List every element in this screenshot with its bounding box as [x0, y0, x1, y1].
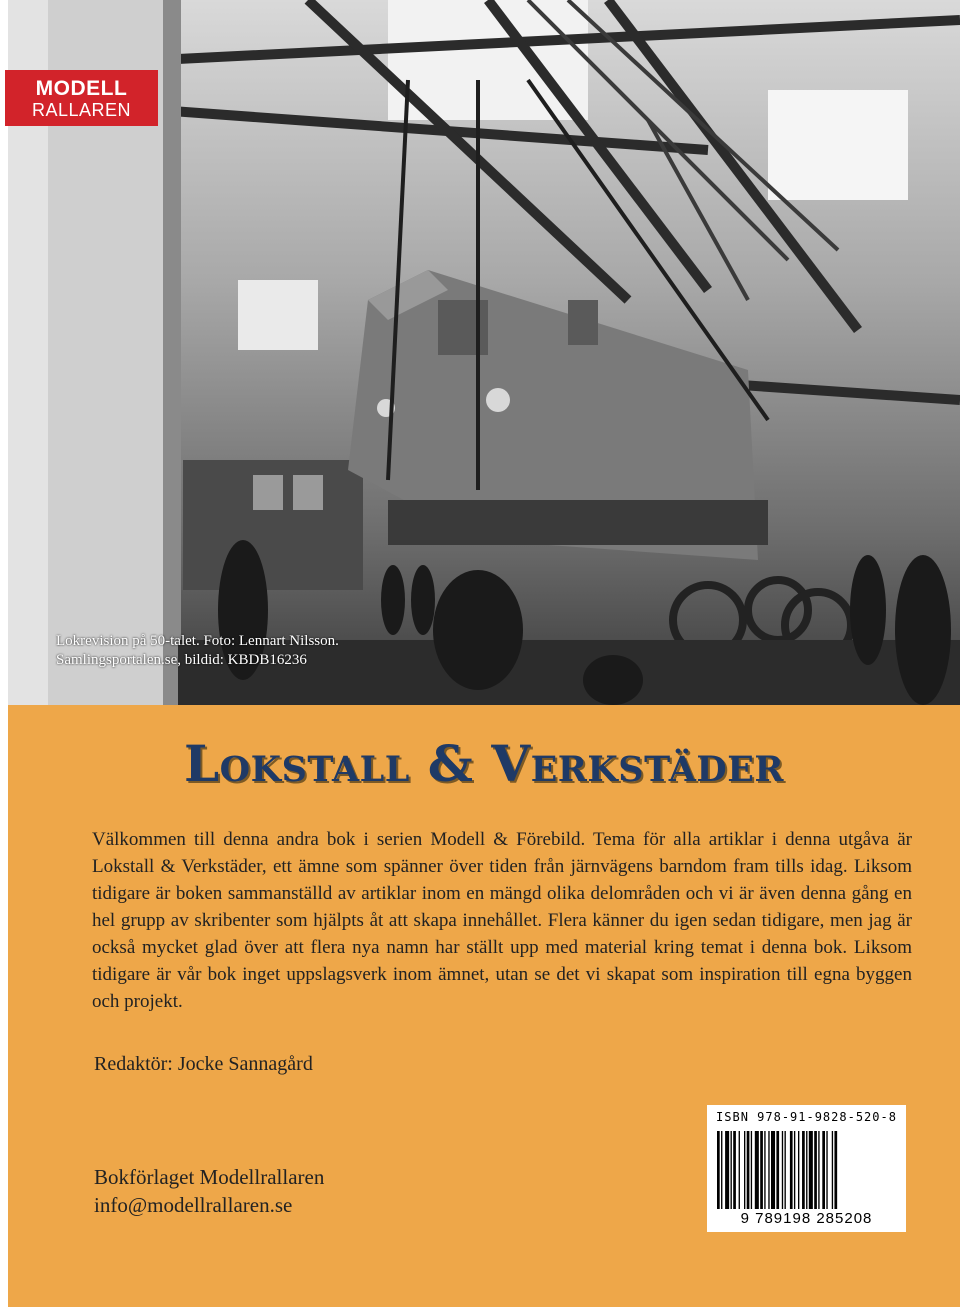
- logo-line-2: RALLAREN: [31, 99, 132, 120]
- logo-line-1: MODELL: [35, 76, 128, 100]
- book-description: Välkommen till denna andra bok i serien Modell & Förebild. Tema för alla artiklar i denna utgåva är Lokstall & Verkstäder, ett ämne som spänner över tiden från järnvägens barndom fram tills idag. Liksom tidigare är boken sammanställd av artiklar inom en mängd olika delområden och vi är även denna gång en hel grupp av skribenter som hjälpts åt att skapa innehållet. Flera känner du igen sedan tidigare, men jag är också mycket glad över att flera nya namn har ställt upp med material kring temat i denna bok. Liksom tidigare är vår bok inget uppslagsverk inom ämnet, utan se det vi skapat som inspiration till egna byggen och projekt.: [92, 829, 912, 1012]
- book-title: Lokstall & Verkstäder: [184, 734, 784, 793]
- photo-caption: [56, 632, 339, 670]
- editor-credit: Redaktör: Jocke Sannagård: [94, 1053, 313, 1075]
- caption-line-2: Samlingsportalen.se, bildid: KBDB16236: [56, 652, 307, 668]
- barcode-bars: [717, 1131, 896, 1211]
- publisher-name: Bokförlaget Modellrallaren: [94, 1165, 325, 1189]
- isbn-barcode: [707, 1105, 906, 1232]
- publisher-email: info@modellrallaren.se: [94, 1193, 293, 1217]
- publisher-info: [94, 1163, 324, 1219]
- ean-digits: 9 789198 285208: [740, 1210, 873, 1227]
- caption-line-1: Lokrevision på 50-talet. Foto: Lennart Nilsson.: [56, 633, 339, 649]
- publisher-logo: [5, 70, 158, 126]
- isbn-label: ISBN 978-91-9828-520-8: [716, 1110, 897, 1124]
